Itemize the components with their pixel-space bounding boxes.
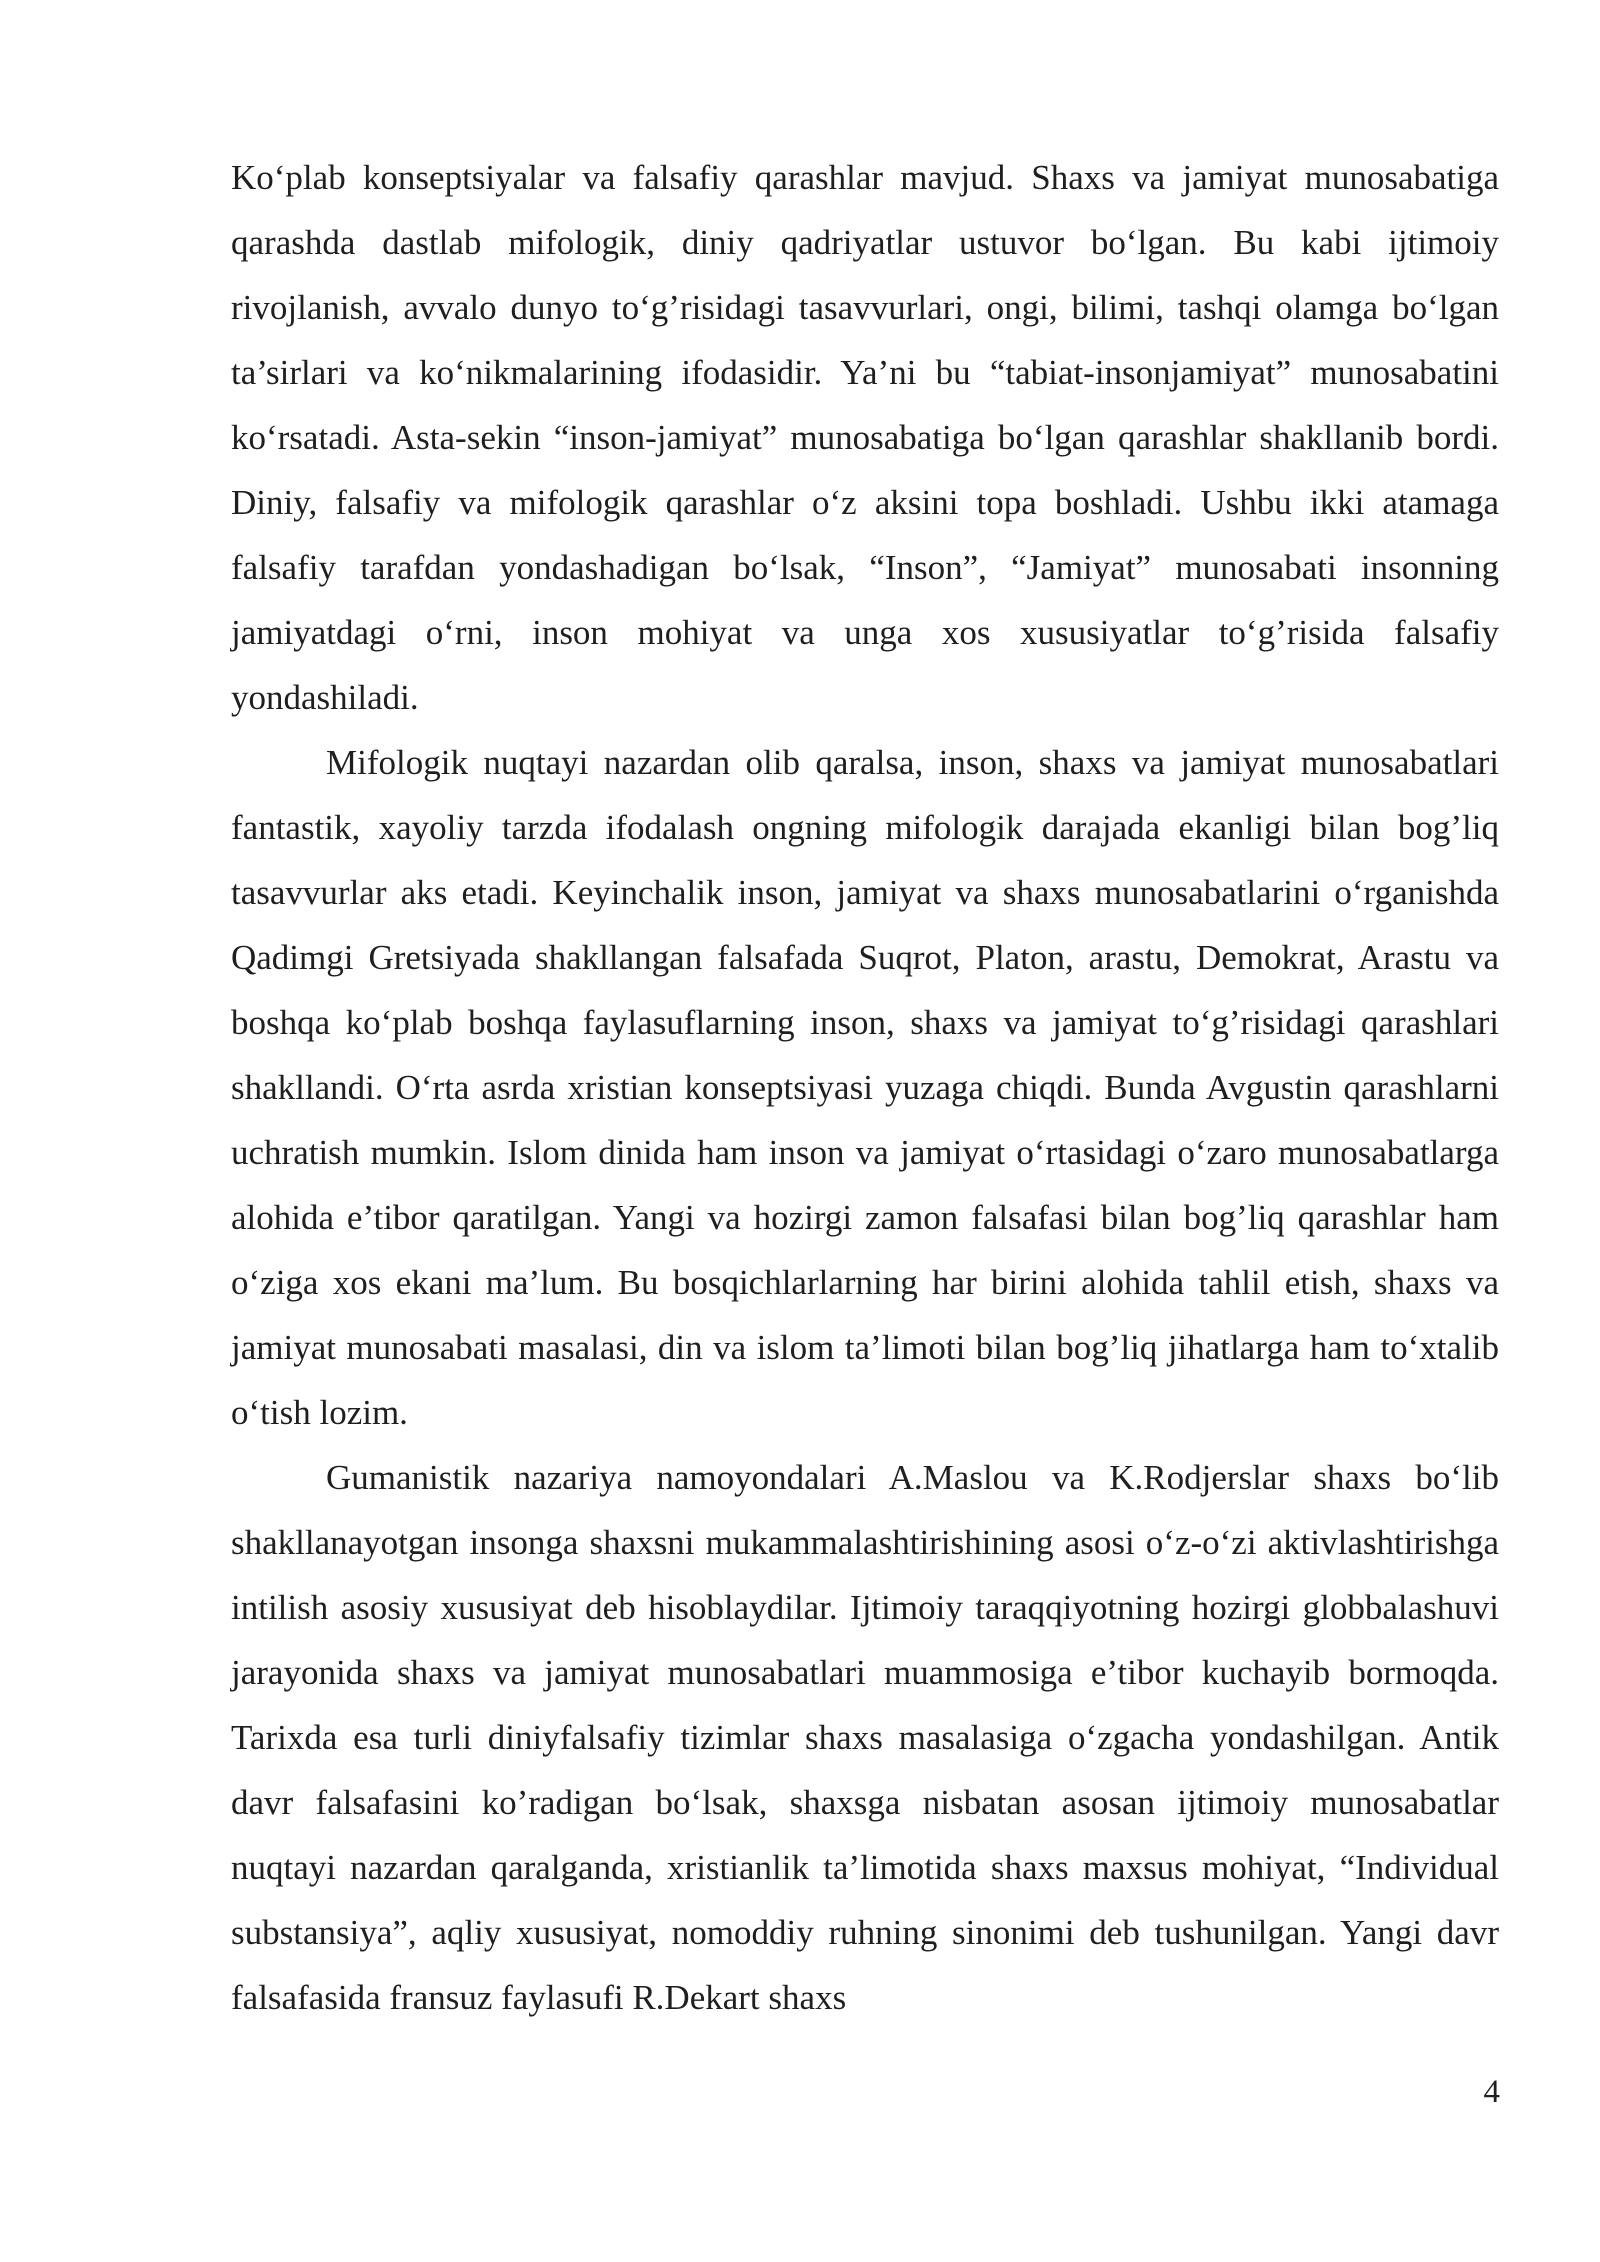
body-text — [231, 145, 1499, 2030]
paragraph-1: Ko‘plab konseptsiyalar va falsafiy qarashlar mavjud. Shaxs va jamiyat munosabatiga qarashda dastlab mifologik, diniy qadriyatlar ustuvor bo‘lgan. Bu kabi ijtimoiy rivojlanish, avvalo dunyo to‘g’risidagi tasavvurlari, ongi, bilimi, tashqi olamga bo‘lgan ta’sirlari va ko‘nikmalarining ifodasidir. Ya’ni bu “tabiat-insonjamiyat” munosabatini ko‘rsatadi. Asta-sekin “inson-jamiyat” munosabatiga bo‘lgan qarashlar shakllanib bordi. Diniy, falsafiy va mifologik qarashlar o‘z aksini topa boshladi. Ushbu ikki atamaga falsafiy tarafdan yondashadigan bo‘lsak, “Inson”, “Jamiyat” munosabati insonning jamiyatdagi o‘rni, inson mohiyat va unga xos xususiyatlar to‘g’risida falsafiy yondashiladi. — [231, 158, 1499, 717]
paragraph-2: Mifologik nuqtayi nazardan olib qaralsa, inson, shaxs va jamiyat munosabatlari fantastik, xayoliy tarzda ifodalash ongning mifologik darajada ekanligi bilan bog’liq tasavvurlar aks etadi. Keyinchalik inson, jamiyat va shaxs munosabatlarini o‘rganishda Qadimgi Gretsiyada shakllangan falsafada Suqrot, Platon, arastu, Demokrat, Arastu va boshqa ko‘plab boshqa faylasuflarning inson, shaxs va jamiyat to‘g’risidagi qarashlari shakllandi. O‘rta asrda xristian konseptsiyasi yuzaga chiqdi. Bunda Avgustin qarashlarni uchratish mumkin. Islom dinida ham inson va jamiyat o‘rtasidagi o‘zaro munosabatlarga alohida e’tibor qaratilgan. Yangi va hozirgi zamon falsafasi bilan bog’liq qarashlar ham o‘ziga xos ekani ma’lum. Bu bosqichlarlarning har birini alohida tahlil etish, shaxs va jamiyat munosabati masalasi, din va islom ta’limoti bilan bog’liq jihatlarga ham to‘xtalib o‘tish lozim. — [231, 743, 1499, 1432]
paragraph-3: Gumanistik nazariya namoyondalari A.Maslou va K.Rodjerslar shaxs bo‘lib shakllanayotgan insonga shaxsni mukammalashtirishining asosi o‘z-o‘zi aktivlashtirishga intilish asosiy xususiyat deb hisoblaydilar. Ijtimoiy taraqqiyotning hozirgi globbalashuvi jarayonida shaxs va jamiyat munosabatlari muammosiga e’tibor kuchayib bormoqda. Tarixda esa turli diniyfalsafiy tizimlar shaxs masalasiga o‘zgacha yondashilgan. Antik davr falsafasini ko’radigan bo‘lsak, shaxsga nisbatan asosan ijtimoiy munosabatlar nuqtayi nazardan qaralganda, xristianlik ta’limotida shaxs maxsus mohiyat, “Individual substansiya”, aqliy xususiyat, nomoddiy ruhning sinonimi deb tushunilgan. Yangi davr falsafasida fransuz faylasufi R.Dekart shaxs — [231, 1458, 1499, 2017]
page-number: 4 — [1483, 2074, 1500, 2110]
